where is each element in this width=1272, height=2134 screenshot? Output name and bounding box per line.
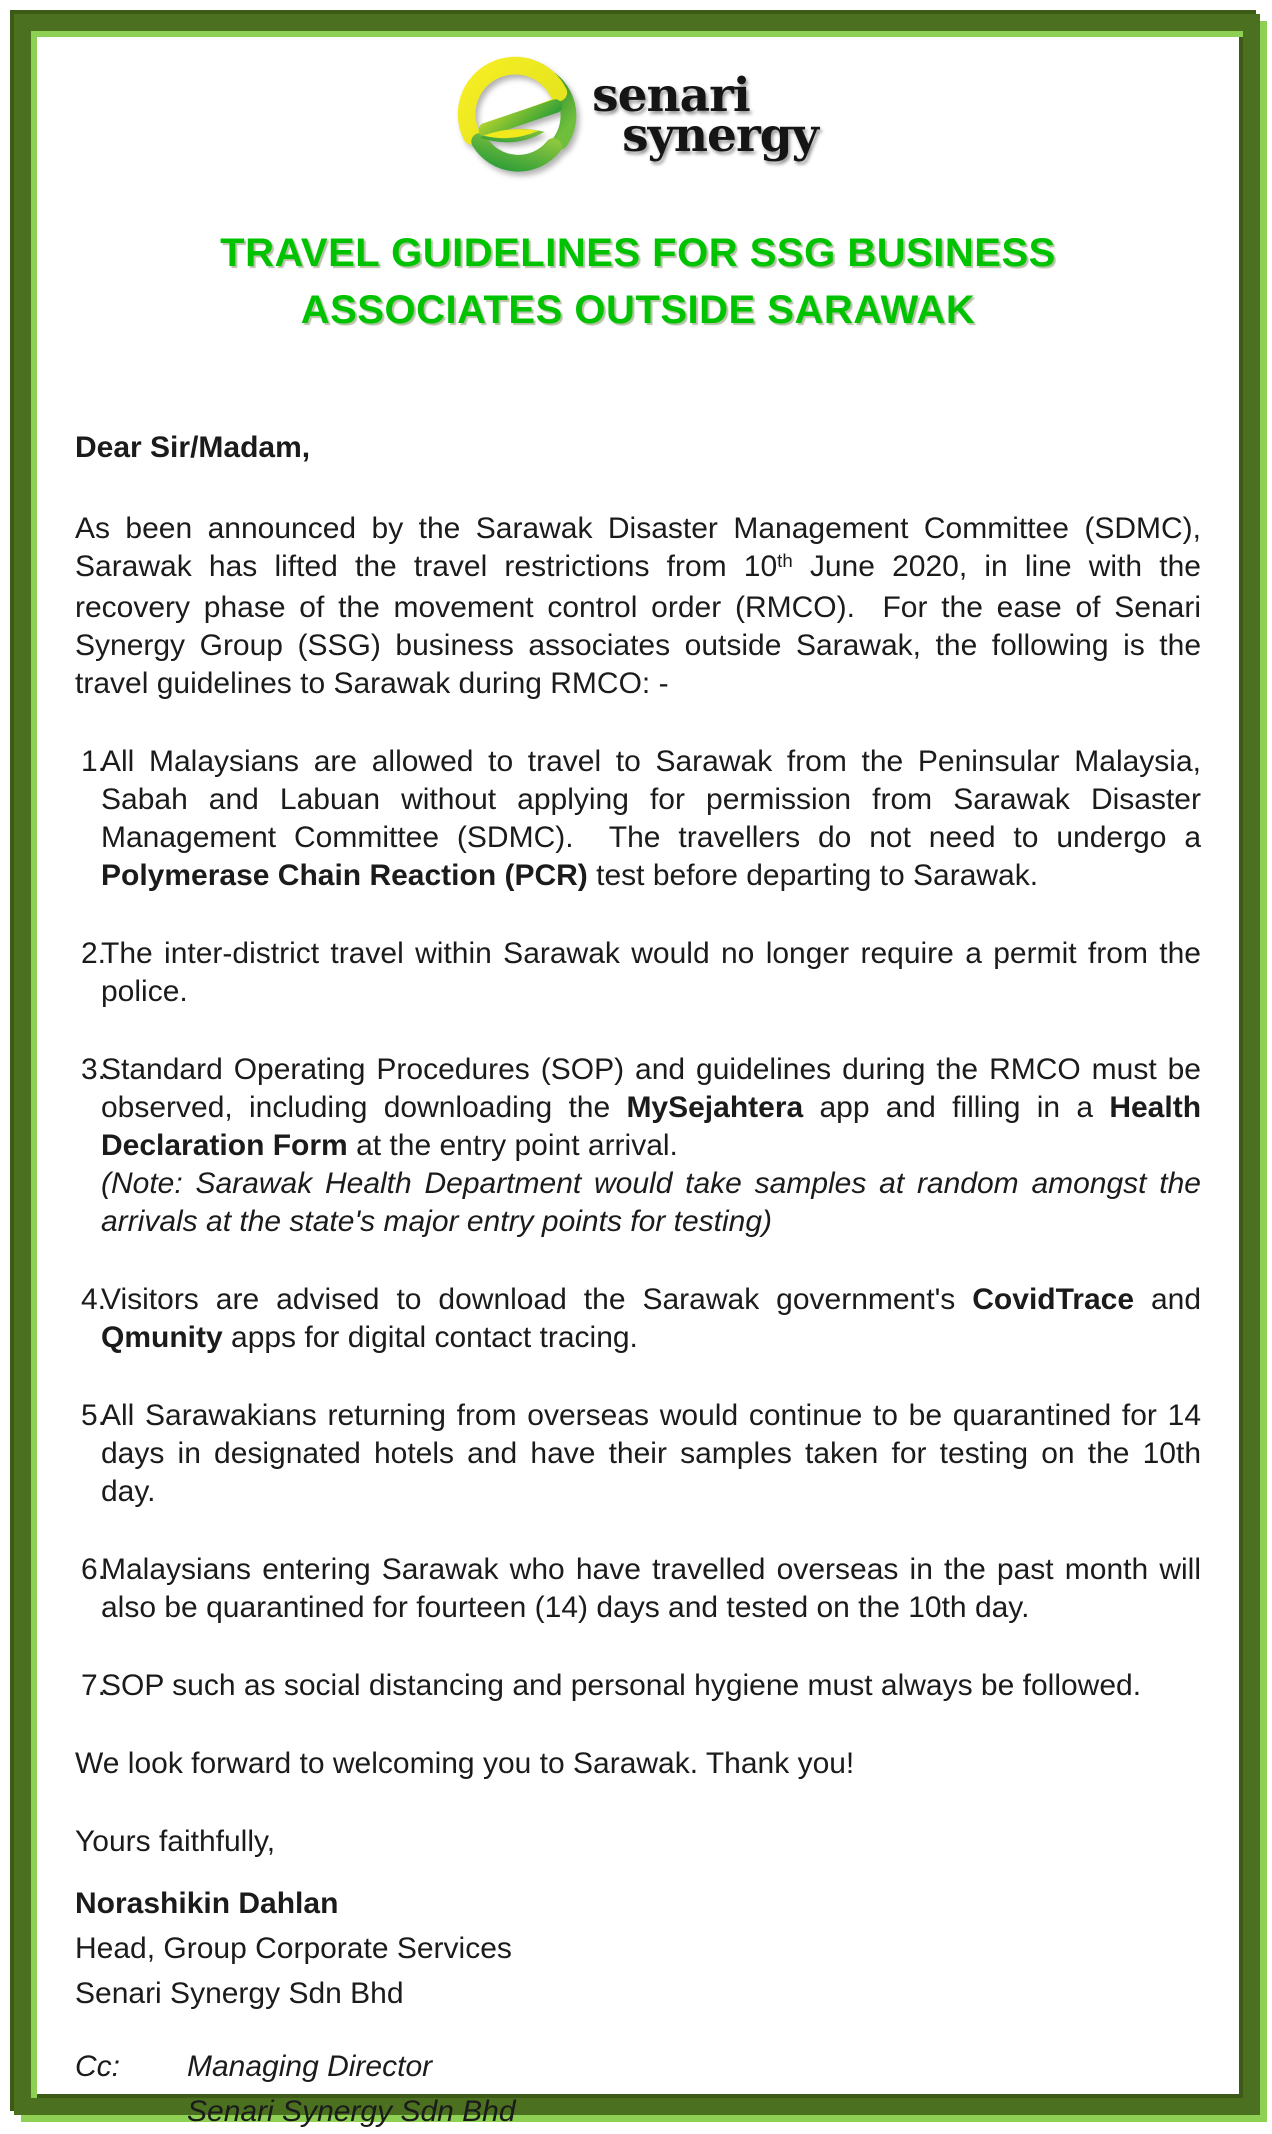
page-content-area bbox=[31, 31, 1243, 2128]
logo-wordmark-line1: senari bbox=[592, 68, 750, 123]
guideline-item-2 bbox=[75, 935, 1201, 1011]
item-number: 6. bbox=[81, 1553, 107, 1586]
logo-globe-icon bbox=[458, 57, 576, 175]
item-text: Standard Operating Procedures (SOP) and guidelines during the RMCO must be observed, including downloading the MySejahtera app and filling in a Health Declaration Form at the entry point arrival. (Note: Sarawak Health Department would take samples at random amongst the arrivals at the state's major entry points for testing) bbox=[101, 1053, 1202, 1238]
item-text: All Sarawakians returning from overseas would continue to be quarantined for 14 days in designated hotels and have their samples taken for testing on the 10th day. bbox=[101, 1399, 1201, 1508]
item-text: Visitors are advised to download the Sarawak government's CovidTrace and Qmunity apps for digital contact tracing. bbox=[101, 1283, 1202, 1354]
item-text: The inter-district travel within Sarawak would no longer require a permit from the police. bbox=[101, 937, 1201, 1008]
item-number: 5. bbox=[81, 1399, 107, 1432]
guideline-item-6 bbox=[75, 1551, 1201, 1627]
signature-company: Senari Synergy Sdn Bhd bbox=[75, 1977, 404, 2010]
signature-name: Norashikin Dahlan bbox=[75, 1887, 339, 1920]
logo-wordmark bbox=[592, 68, 818, 163]
item-number: 3. bbox=[81, 1053, 107, 1086]
item-text: SOP such as social distancing and personal hygiene must always be followed. bbox=[101, 1669, 1142, 1702]
guideline-item-7 bbox=[75, 1667, 1201, 1705]
item-text: All Malaysians are allowed to travel to Sarawak from the Peninsular Malaysia, Sabah and Labuan without applying for permission from Sarawak Disaster Management Committee (SDMC). The travellers do not need to undergo a Polymerase Chain Reaction (PCR) test before departing to Sarawak. bbox=[101, 745, 1201, 892]
item-number: 4. bbox=[81, 1283, 107, 1316]
item-text: Malaysians entering Sarawak who have travelled overseas in the past month will also be quarantined for fourteen (14) days and tested on the 10th day. bbox=[101, 1553, 1201, 1624]
document-title bbox=[75, 225, 1201, 339]
letter-body bbox=[75, 429, 1201, 2134]
logo bbox=[75, 57, 1201, 175]
cc-lines bbox=[187, 2044, 516, 2134]
item-number: 2. bbox=[81, 937, 107, 970]
closing-line: We look forward to welcoming you to Sarawak. Thank you! bbox=[75, 1747, 855, 1780]
guideline-item-3 bbox=[75, 1051, 1201, 1241]
document-title-line2: ASSOCIATES OUTSIDE SARAWAK bbox=[300, 288, 976, 332]
valediction: Yours faithfully, bbox=[75, 1825, 276, 1858]
logo-wordmark-line2: synergy bbox=[622, 108, 818, 163]
cc-block bbox=[75, 2044, 1201, 2134]
document-title-line1: TRAVEL GUIDELINES FOR SSG BUSINESS bbox=[220, 231, 1056, 275]
guideline-item-5 bbox=[75, 1397, 1201, 1511]
guideline-item-4 bbox=[75, 1281, 1201, 1357]
guideline-item-1 bbox=[75, 743, 1201, 895]
cc-line: Senari Synergy Sdn Bhd bbox=[187, 2095, 516, 2128]
page-border-frame bbox=[14, 14, 1260, 2128]
cc-line: Managing Director bbox=[187, 2050, 433, 2083]
salutation: Dear Sir/Madam, bbox=[75, 431, 311, 464]
signature-role: Head, Group Corporate Services bbox=[75, 1932, 512, 1965]
item-number: 1. bbox=[81, 745, 107, 778]
item-number: 7. bbox=[81, 1669, 107, 1702]
cc-label: Cc: bbox=[75, 2050, 120, 2083]
intro-paragraph: As been announced by the Sarawak Disaster Management Committee (SDMC), Sarawak has lifted the travel restrictions from 10th June 2020, in line with the recovery phase of the movement control order (RMCO). For the ease of Senari Synergy Group (SSG) business associates outside Sarawak, the following is the travel guidelines to Sarawak during RMCO: - bbox=[75, 512, 1201, 700]
